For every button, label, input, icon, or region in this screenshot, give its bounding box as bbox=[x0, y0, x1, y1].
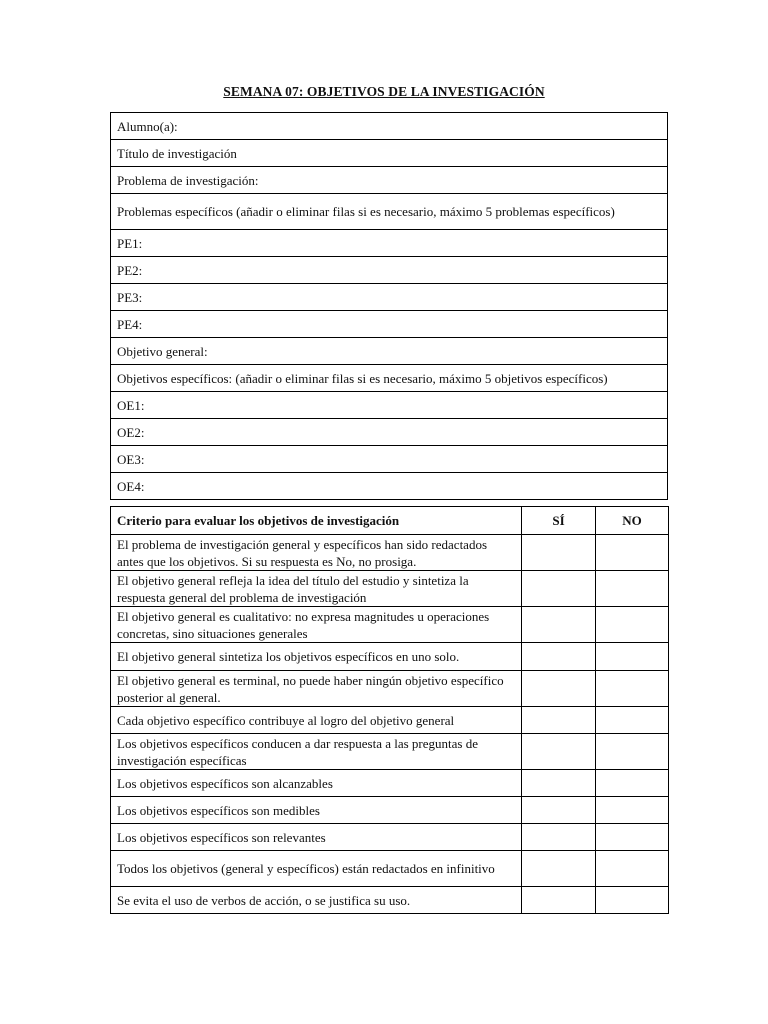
table-row bbox=[111, 607, 669, 643]
yes-cell[interactable] bbox=[522, 824, 596, 851]
field-pe1[interactable]: PE1: bbox=[111, 230, 668, 257]
yes-cell[interactable] bbox=[522, 797, 596, 824]
student-form-table bbox=[110, 112, 668, 500]
table-row bbox=[111, 643, 669, 671]
field-oe4[interactable]: OE4: bbox=[111, 473, 668, 500]
yes-cell[interactable] bbox=[522, 887, 596, 914]
table-row bbox=[111, 671, 669, 707]
no-cell[interactable] bbox=[596, 770, 669, 797]
yes-cell[interactable] bbox=[522, 607, 596, 643]
no-cell[interactable] bbox=[596, 851, 669, 887]
yes-cell[interactable] bbox=[522, 707, 596, 734]
field-titulo[interactable]: Título de investigación bbox=[111, 140, 668, 167]
no-cell[interactable] bbox=[596, 535, 669, 571]
yes-cell[interactable] bbox=[522, 851, 596, 887]
field-pe3[interactable]: PE3: bbox=[111, 284, 668, 311]
section-objetivos-especificos: Objetivos específicos: (añadir o eliminar filas si es necesario, máximo 5 objetivos específicos) bbox=[111, 365, 668, 392]
yes-cell[interactable] bbox=[522, 671, 596, 707]
no-cell[interactable] bbox=[596, 887, 669, 914]
criteria-table bbox=[110, 506, 669, 914]
no-cell[interactable] bbox=[596, 571, 669, 607]
no-cell[interactable] bbox=[596, 734, 669, 770]
criterion-text: Los objetivos específicos son relevantes bbox=[111, 824, 522, 851]
no-cell[interactable] bbox=[596, 643, 669, 671]
field-oe2[interactable]: OE2: bbox=[111, 419, 668, 446]
table-row bbox=[111, 770, 669, 797]
criterion-text: Todos los objetivos (general y específicos) están redactados en infinitivo bbox=[111, 851, 522, 887]
table-row bbox=[111, 571, 669, 607]
no-cell[interactable] bbox=[596, 671, 669, 707]
table-row bbox=[111, 797, 669, 824]
field-problema[interactable]: Problema de investigación: bbox=[111, 167, 668, 194]
criterion-text: El objetivo general refleja la idea del título del estudio y sintetiza la respuesta general del problema de investigación bbox=[111, 571, 522, 607]
no-header: NO bbox=[596, 507, 669, 535]
criterion-text: Los objetivos específicos son medibles bbox=[111, 797, 522, 824]
section-problemas-especificos: Problemas específicos (añadir o eliminar filas si es necesario, máximo 5 problemas específicos) bbox=[111, 194, 668, 230]
no-cell[interactable] bbox=[596, 797, 669, 824]
no-cell[interactable] bbox=[596, 824, 669, 851]
table-row bbox=[111, 851, 669, 887]
yes-header: SÍ bbox=[522, 507, 596, 535]
yes-cell[interactable] bbox=[522, 770, 596, 797]
criterion-text: Se evita el uso de verbos de acción, o se justifica su uso. bbox=[111, 887, 522, 914]
criterion-text: Los objetivos específicos son alcanzables bbox=[111, 770, 522, 797]
field-pe2[interactable]: PE2: bbox=[111, 257, 668, 284]
field-oe1[interactable]: OE1: bbox=[111, 392, 668, 419]
yes-cell[interactable] bbox=[522, 571, 596, 607]
field-objetivo-general[interactable]: Objetivo general: bbox=[111, 338, 668, 365]
no-cell[interactable] bbox=[596, 707, 669, 734]
page-title: SEMANA 07: OBJETIVOS DE LA INVESTIGACIÓN bbox=[223, 84, 545, 99]
criterion-text: El objetivo general es cualitativo: no expresa magnitudes u operaciones concretas, sino situaciones generales bbox=[111, 607, 522, 643]
table-row bbox=[111, 734, 669, 770]
field-oe3[interactable]: OE3: bbox=[111, 446, 668, 473]
criterion-text: El objetivo general sintetiza los objetivos específicos en uno solo. bbox=[111, 643, 522, 671]
yes-cell[interactable] bbox=[522, 535, 596, 571]
no-cell[interactable] bbox=[596, 607, 669, 643]
criterion-text: El problema de investigación general y específicos han sido redactados antes que los objetivos. Si su respuesta es No, no prosiga. bbox=[111, 535, 522, 571]
criterion-text: El objetivo general es terminal, no puede haber ningún objetivo específico posterior al general. bbox=[111, 671, 522, 707]
table-row bbox=[111, 824, 669, 851]
table-row bbox=[111, 707, 669, 734]
table-row bbox=[111, 887, 669, 914]
field-alumno[interactable]: Alumno(a): bbox=[111, 113, 668, 140]
criterion-text: Los objetivos específicos conducen a dar respuesta a las preguntas de investigación específicas bbox=[111, 734, 522, 770]
criterion-text: Cada objetivo específico contribuye al logro del objetivo general bbox=[111, 707, 522, 734]
criteria-header: Criterio para evaluar los objetivos de investigación bbox=[111, 507, 522, 535]
yes-cell[interactable] bbox=[522, 643, 596, 671]
table-row bbox=[111, 535, 669, 571]
field-pe4[interactable]: PE4: bbox=[111, 311, 668, 338]
yes-cell[interactable] bbox=[522, 734, 596, 770]
